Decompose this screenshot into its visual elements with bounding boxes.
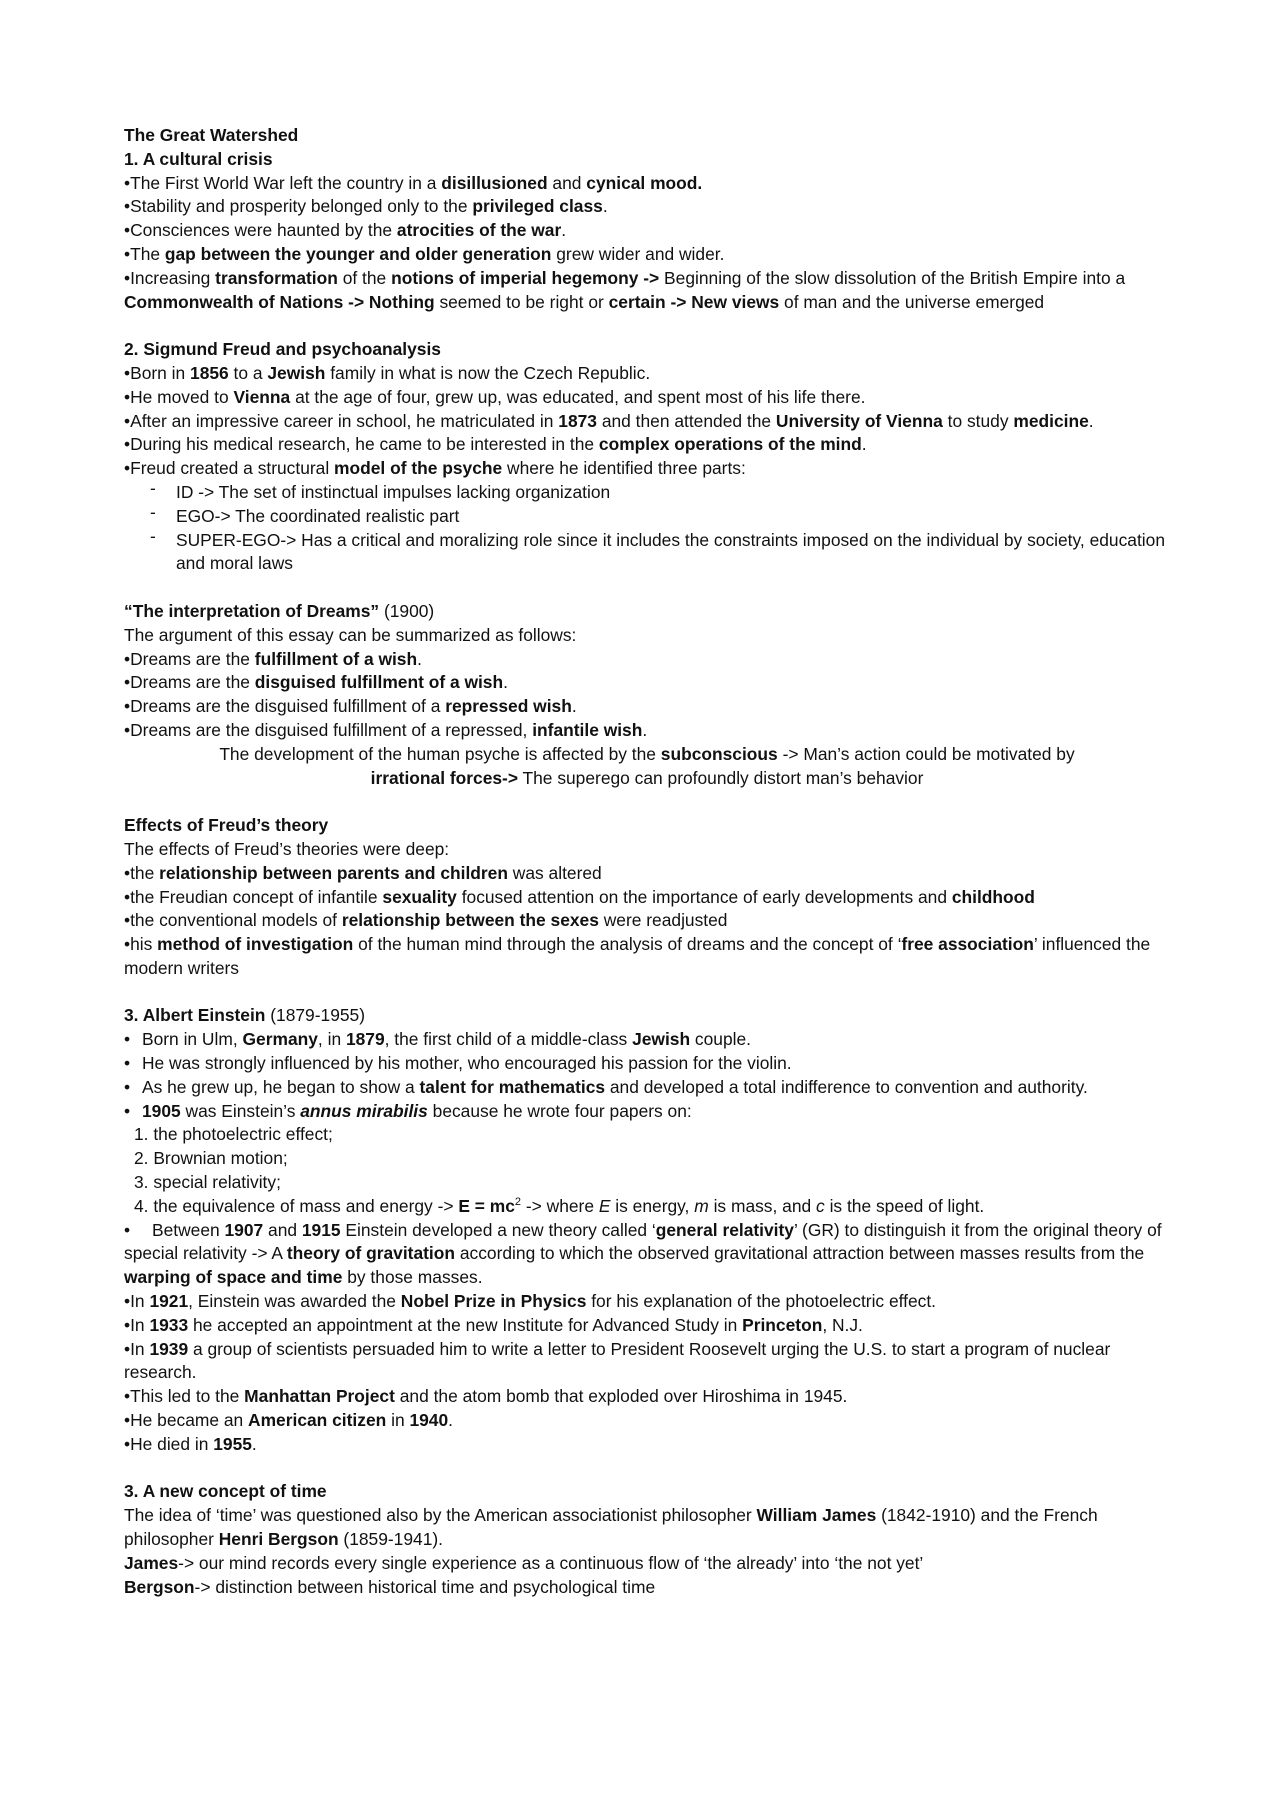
bullet-line: •the conventional models of relationship between the sexes were readjusted xyxy=(124,910,728,931)
bullet-line: •the relationship between parents and children was altered xyxy=(124,862,602,883)
spacer xyxy=(124,790,1170,814)
spacer xyxy=(124,314,1170,338)
bullet-line: •This led to the Manhattan Project and the atom bomb that exploded over Hiroshima in 1945. xyxy=(124,1386,848,1407)
list-item-ego: - EGO-> The coordinated realistic part xyxy=(150,501,460,526)
bullet-line: •During his medical research, he came to be interested in the complex operations of the mind. xyxy=(124,434,867,455)
bullet-line: • Born in Ulm, Germany, in 1879, the first child of a middle-class Jewish couple. xyxy=(124,1029,751,1050)
psyche-parts-list xyxy=(124,477,1170,576)
section-heading-cultural-crisis: 1. A cultural crisis xyxy=(124,148,273,169)
bullet-line: •Dreams are the fulfillment of a wish. xyxy=(124,648,422,669)
bullet-line: •Born in 1856 to a Jewish family in what is now the Czech Republic. xyxy=(124,362,651,383)
list-item: 4. the equivalence of mass and energy -> $E = mc^2$ -> where E is energy, m is mass, and c is the speed of light. xyxy=(134,1195,985,1216)
bullet-paragraph: •After an impressive career in school, he matriculated in 1873 and then attended the University of Vienna to study medicine. xyxy=(124,410,1094,431)
bullet-paragraph: •his method of investigation of the human mind through the analysis of dreams and the concept of ‘free association’ influenced the modern writers xyxy=(124,934,1151,978)
bullet-paragraph: • Between 1907 and 1915 Einstein developed a new theory called ‘general relativity’ (GR) to distinguish it from the original theory of special relativity -> A theory of gravitation according to which the observed gravitational attraction between masses results from the warping of space and time by those masses. xyxy=(124,1219,1162,1288)
list-item: 3. special relativity; xyxy=(134,1172,281,1193)
bullet-line: •Freud created a structural model of the psyche where he identified three parts: xyxy=(124,458,746,479)
bullet-line: •Dreams are the disguised fulfillment of a repressed wish. xyxy=(124,696,577,717)
bullet-paragraph: • As he grew up, he began to show a talent for mathematics and developed a total indifference to convention and authority. xyxy=(124,1076,1088,1097)
document-title: The Great Watershed xyxy=(124,125,299,145)
bullet-line: •He died in 1955. xyxy=(124,1433,257,1454)
bullet-line: •the Freudian concept of infantile sexuality focused attention on the importance of early developments and childhood xyxy=(124,886,1035,907)
centered-line: irrational forces-> The superego can profoundly distort man’s behavior xyxy=(370,767,924,788)
text-line: Bergson-> distinction between historical time and psychological time xyxy=(124,1576,656,1597)
text-line: The effects of Freud’s theories were deep: xyxy=(124,838,450,859)
section-heading-einstein: 3. Albert Einstein (1879-1955) xyxy=(124,1005,366,1026)
bullet-line: • He was strongly influenced by his mother, who encouraged his passion for the violin. xyxy=(124,1053,792,1074)
bullet-line: •Dreams are the disguised fulfillment of a repressed, infantile wish. xyxy=(124,719,648,740)
spacer xyxy=(124,576,1170,600)
bullet-line: •In 1921, Einstein was awarded the Nobel Prize in Physics for his explanation of the photoelectric effect. xyxy=(124,1291,937,1312)
spacer xyxy=(124,1457,1170,1481)
bullet-line: •He moved to Vienna at the age of four, grew up, was educated, and spent most of his life there. xyxy=(124,386,866,407)
section-heading-freud: 2. Sigmund Freud and psychoanalysis xyxy=(124,339,441,360)
bullet-line: •He became an American citizen in 1940. xyxy=(124,1410,453,1431)
bullet-line: • 1905 was Einstein’s annus mirabilis because he wrote four papers on: xyxy=(124,1100,692,1121)
list-item: 1. the photoelectric effect; xyxy=(134,1124,333,1145)
section-heading-dreams: “The interpretation of Dreams” (1900) xyxy=(124,600,435,621)
papers-list xyxy=(124,1123,1170,1218)
section-heading-time: 3. A new concept of time xyxy=(124,1481,327,1502)
bullet-line: •Stability and prosperity belonged only to the privileged class. xyxy=(124,196,608,217)
bullet-line: •Dreams are the disguised fulfillment of a wish. xyxy=(124,672,508,693)
list-item: 2. Brownian motion; xyxy=(134,1148,288,1169)
list-item-id: - ID -> The set of instinctual impulses lacking organization xyxy=(150,477,611,502)
text-line: The argument of this essay can be summarized as follows: xyxy=(124,624,577,645)
spacer xyxy=(124,981,1170,1005)
bullet-paragraph: •In 1939 a group of scientists persuaded him to write a letter to President Roosevelt urging the U.S. to start a program of nuclear research. xyxy=(124,1338,1111,1383)
bullet-line: •The First World War left the country in a disillusioned and cynical mood. xyxy=(124,172,703,193)
bullet-line: •The gap between the younger and older generation grew wider and wider. xyxy=(124,243,725,264)
bullet-line: •Consciences were haunted by the atrocities of the war. xyxy=(124,220,567,241)
text-line: James-> our mind records every single experience as a continuous flow of ‘the already’ into ‘the not yet’ xyxy=(124,1552,924,1573)
bullet-line: •In 1933 he accepted an appointment at the new Institute for Advanced Study in Princeton, N.J. xyxy=(124,1314,863,1335)
list-item-superego: - SUPER-EGO-> Has a critical and moralizing role since it includes the constraints imposed on the individual by society, education and moral laws xyxy=(150,525,1165,574)
paragraph: The idea of ‘time’ was questioned also by the American associationist philosopher William James (1842-1910) and the French philosopher Henri Bergson (1859-1941). xyxy=(124,1505,1098,1550)
section-heading-effects: Effects of Freud’s theory xyxy=(124,815,329,836)
bullet-paragraph: •Increasing transformation of the notions of imperial hegemony -> Beginning of the slow dissolution of the British Empire into a Commonwealth of Nations -> Nothing seemed to be right or certain -> New views of man and the universe emerged xyxy=(124,267,1126,312)
centered-line: The development of the human psyche is affected by the subconscious -> Man’s action could be motivated by xyxy=(219,743,1075,764)
